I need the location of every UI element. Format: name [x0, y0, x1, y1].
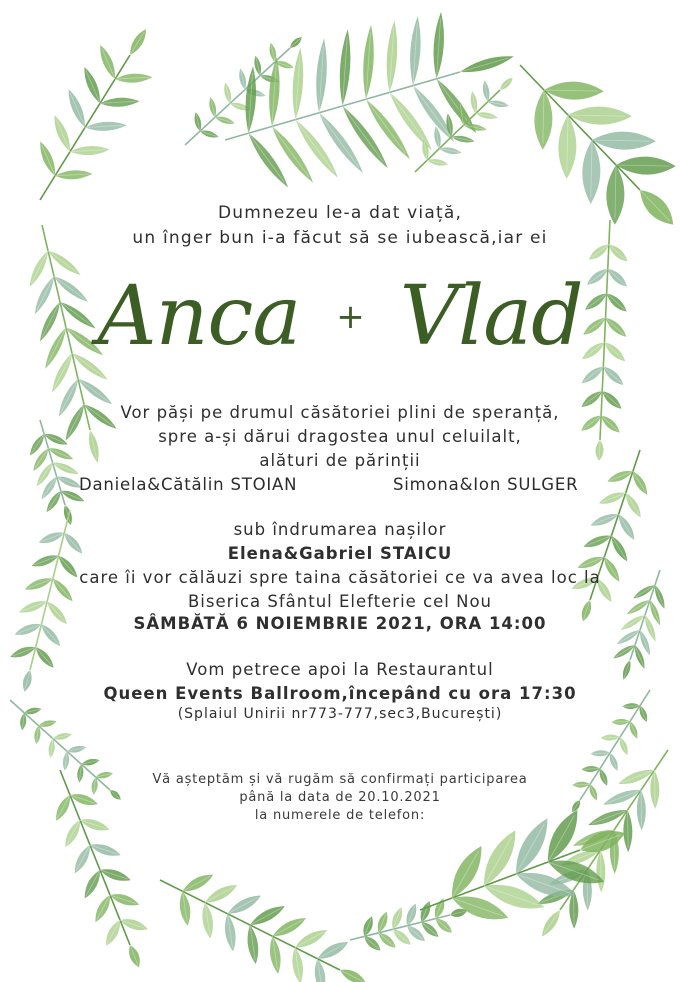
plus-separator: +: [336, 297, 364, 337]
bride-parents: Daniela&Cătălin STOIAN: [79, 475, 298, 494]
rsvp-line-3: la numerele de telefon:: [254, 808, 426, 823]
party-intro: Vom petrece apoi la Restaurantul: [186, 660, 494, 679]
couple-names: [0, 262, 680, 372]
leaf-vein: [544, 910, 560, 934]
bride-name: Anca: [97, 269, 301, 364]
leaf-sprig: [160, 870, 368, 982]
intro-line-2: un înger bun i-a făcut să se iubească,iar ei: [132, 228, 548, 248]
leaf-sprig: [415, 76, 515, 172]
groom-name: Vlad: [399, 269, 583, 364]
leaf-vein: [86, 71, 100, 104]
leaf-sprig: [36, 27, 152, 200]
leaf-vein: [70, 93, 85, 128]
leaf-sprig: [185, 35, 304, 145]
party-address: (Splaiul Unirii nr773-777,sec3,București): [177, 706, 503, 722]
vows-line-1: Vor păși pe drumul căsătoriei plini de speranță,: [120, 403, 560, 422]
church-name: Biserica Sfântul Elefterie cel Nou: [187, 592, 493, 611]
leaf-vein: [56, 119, 70, 152]
party-venue: Queen Events Ballroom,începând cu ora 17:30: [103, 684, 577, 703]
leaf-vein: [273, 920, 303, 936]
intro-line-1: Dumnezeu le-a dat viață,: [217, 203, 463, 223]
leaf-vein: [250, 908, 281, 925]
ceremony-date-time: SÂMBĂTĂ 6 NOIEMBRIE 2021, ORA 14:00: [133, 614, 547, 633]
rsvp-line-1: Vă așteptăm și vă rugăm să confirmați participarea: [152, 772, 528, 787]
rsvp-line-2: până la data de 20.10.2021: [239, 790, 441, 805]
leaf-vein: [48, 491, 61, 510]
leaf-sprig: [350, 897, 468, 953]
groom-parents: Simona&Ion SULGER: [393, 475, 579, 494]
godparents-intro: sub îndrumarea nașilor: [233, 520, 447, 539]
leaf-vein: [626, 493, 640, 515]
vows-line-3: alături de părinții: [259, 451, 421, 470]
ceremony-line: care îi vor călăuzi spre taina căsătoriei ce va avea loc la: [79, 568, 601, 587]
leaf-vein: [43, 477, 56, 497]
vows-line-2: spre a-și dărui dragostea unul celuilalt,: [158, 427, 522, 446]
leaf-vein: [228, 897, 258, 913]
godparents-names: Elena&Gabriel STAICU: [227, 544, 453, 563]
leaf-shape: [338, 966, 368, 982]
